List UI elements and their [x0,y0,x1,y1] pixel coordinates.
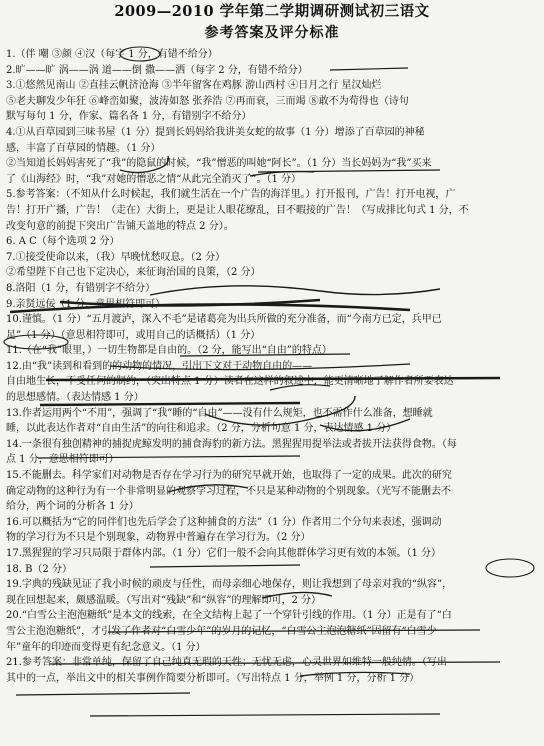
answer-line: 17.黑猩猩的学习只局限于群体内部。（1 分）它们一般不会向其他群体学习更有效的本领。（1 分） [6,548,441,559]
answer-line: ⑤老夫聊发少年狂 ⑥峰峦如聚，波涛如怒 张养浩 ⑦再而衰，三而竭 ⑧敢不为荀得也（诗句 [6,95,409,107]
answer-line: 足”（1 分）（意思相符即可，或用自己的话概括）（1 分） [6,329,261,341]
answer-line: 5.参考答案：（不知从什么时候起，我们就生活在一个广告的海洋里。）打开报刊，广告！打开电视，广 [6,189,456,201]
answer-line: 10.谨慎。（1 分）“五月渡泸，深入不毛”是诸葛亮为出兵所做的充分准备，而“今南方已定，兵甲已 [6,314,442,326]
answer-line: 18. B（2 分） [6,563,72,575]
answer-line: 13.作者运用两个“不用”，强调了“我”睡的“自由”——没有什么规矩，也不需作什么准备，想睡就 [6,407,433,419]
answer-line: 感，丰富了百草园的情趣。（1 分） [6,142,161,154]
answer-line: 告！打开广播，广告！（走在）大街上，更是让人眼花缭乱，目不暇接的广告！（写成排比句式 1 分，不 [6,204,469,216]
answer-line: 20.“白雪公主泡泡糖纸”是本文的线索，在全文结构上起了一个穿针引线的作用。（1 分）正是有了“白 [6,610,452,622]
answer-line: 1.（伴 嘲 ③颜 ④汉（每字 1 分，有错不给分） [6,49,218,60]
answer-line: 12.由“我”读到和看到的的动物的情况，引出下文对于动物自由的—— [6,360,313,372]
answer-line: 默写每句 1 分，作家、篇名各 1 分，有错别字不给分） [6,111,252,123]
answer-line: 9.亲贤远佞（1 分，意思相符即可） [6,298,166,310]
answer-line: 7.①接受使命以来，（我）早晚忧愁叹息。（2 分） [6,251,226,263]
answer-line: 现在回想起来，颇感温暖。（写出对“残缺”和“纵容”的理解即可，2 分） [6,594,321,606]
answer-line: 6. A C（每个选项 2 分） [6,236,120,248]
answer-line: ②当知道长妈妈害死了“我”的隐鼠的时候，“我”憎恶的叫她“阿长”。（1 分）当长妈妈为“我”买来 [6,158,432,170]
answer-line: 其中的一点，举出文中的相关事例作简要分析即可。（写出特点 1 分，举例 1 分，分析 1 分） [6,672,420,684]
answer-line: 16.可以概括为“它的同伴们也先后学会了这种捕食的方法”（1 分）作者用二个分句来表述，强调动 [6,516,442,528]
document-title: 2009—2010 学年第二学期调研测试初三语文 [114,3,430,20]
answer-line: 15.不能删去。科学家们对动物是否存在学习行为的研究早就开始，也取得了一定的成果。此次的研究 [6,470,452,482]
answer-line: 自由地生长，不受任何的制约，（突出特点 1 分）读者在这样的叙述中，能更清晰地了解作者所要表达 [6,376,454,388]
answer-line: 3.①悠然见南山 ②直挂云帆济沧海 ③半年留客在鸡豚 游山西村 ④日月之行 星汉灿烂 [6,80,382,92]
answer-line: 的思想感情。（表达情感 1 分） [6,392,144,404]
answer-line: 物的学习行为不只是个别现象，动物界中普遍存在学习行为。（2 分） [6,532,311,544]
answer-line: 点 1 分，意思相符即可） [6,454,119,466]
answer-line: 了《山海经》时，“我”对她的憎恶之情“从此完全消灭了”。（1 分） [6,173,301,185]
answer-line: 2.旷——旷 涡——涡 道——倒 撒——洒（每字 2 分，有错不给分） [6,64,308,76]
answer-line: 8.洛阳（1 分，有错别字不给分） [6,282,156,294]
answer-lines [6,47,538,686]
answer-line: 雪公主泡泡糖纸”，才引发了作者对“白雪少年”的岁月的记忆，“白雪公主泡泡糖纸”因留有“白雪少 [6,625,437,637]
answer-line: 给分，两个词的分析各 1 分） [6,501,139,513]
answer-line: 改变句意的前提下突出广告铺天盖地的特点 2 分）。 [6,220,234,232]
answer-line: ②希望陛下自己也下定决心，来征询治国的良策，（2 分） [6,267,261,279]
answer-line: 确定动物的这种行为有一个非常明显的观察学习过程，不只是某种动物的个别现象。（光写不能删去不 [6,485,451,497]
answer-line: 睡，以此表达作者对“自由生活”的向往和追求。（2 分，分析句意 1 分，表达情感 1 分） [6,423,397,435]
answer-line: 年”童年的印迹而变得更有纪念意义。（1 分） [6,641,206,653]
answer-line: 19.字典的残缺见证了我小时候的顽皮与任性，而母亲细心地保存，则让我想到了母亲对我的“纵容”， [6,579,453,591]
answer-line: 11.（在“我”眼里，）一切生物都是自由的。（2 分，能写出“自由”的特点） [6,345,332,357]
answer-line: 21.参考答案：非常单纯，保留了自己纯真无瑕的天性；无忧无虑，心灵世界如维特一般纯情。（写出 [6,657,447,669]
answer-line: 4.①从百草园到三味书屋（1 分）提到长妈妈给我讲美女蛇的故事（1 分）增添了百草园的神秘 [6,126,425,138]
document-subtitle: 参考答案及评分标准 [204,25,340,41]
answer-line: 14.一条很有独创精神的捕捉虎鲸发明的捕食海豹的新方法。黑猩猩用提举法或者拔开法获得食物。（每 [6,438,457,450]
